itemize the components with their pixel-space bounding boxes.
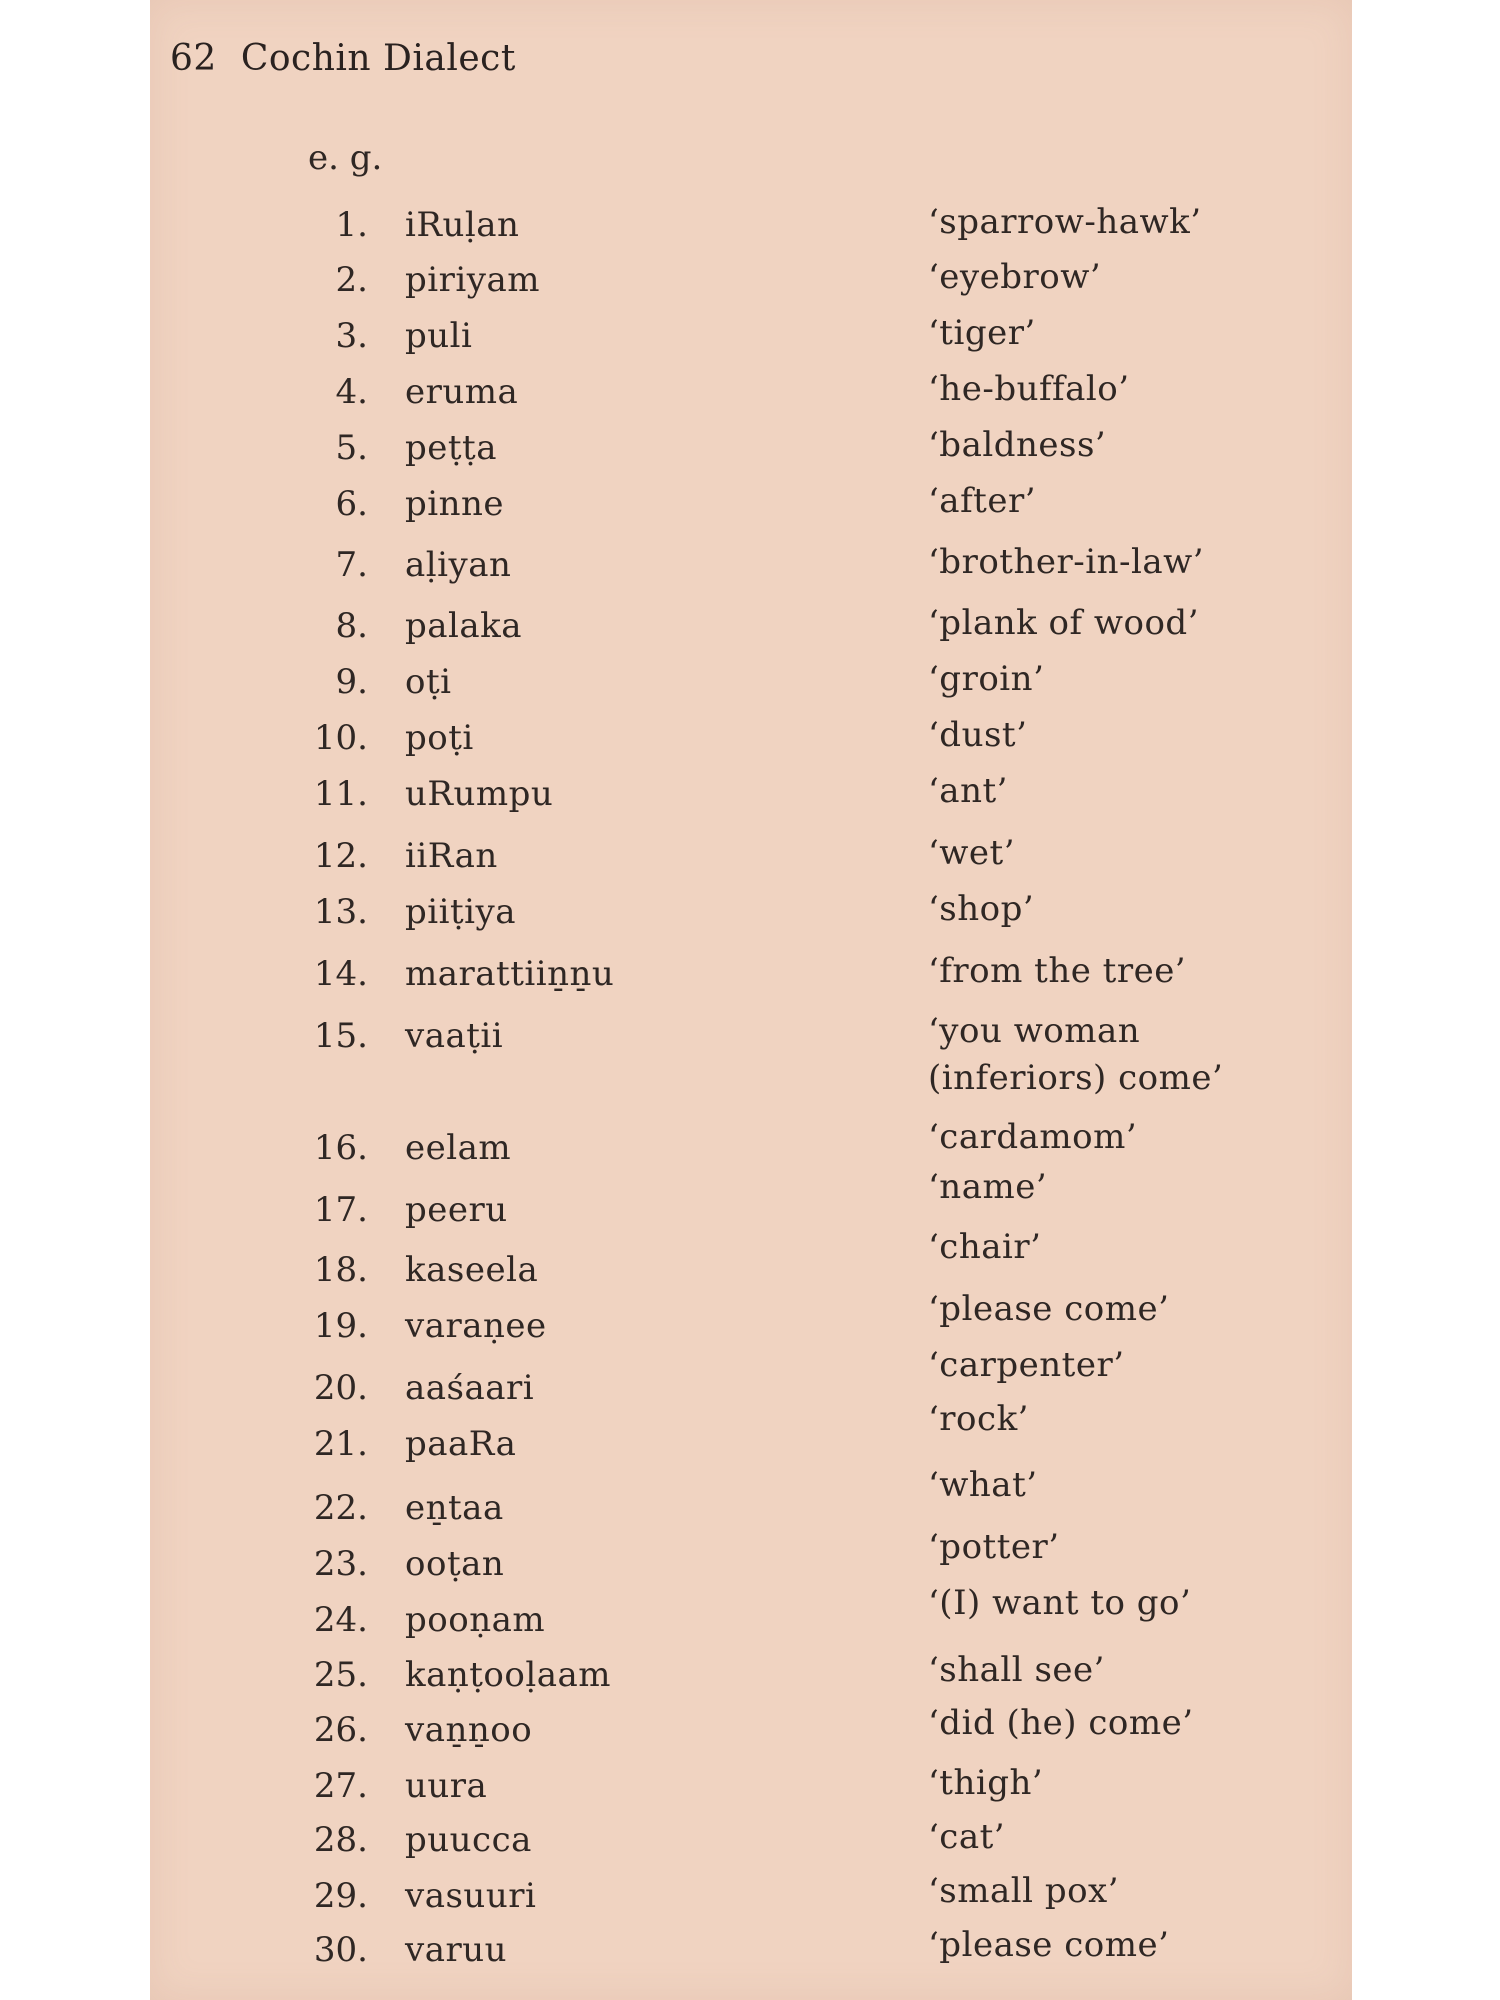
english-gloss: ‘cat’ — [928, 1817, 1006, 1857]
malayalam-word: oṭi — [405, 662, 452, 702]
item-number: 24. — [313, 1600, 368, 1640]
malayalam-word: aaśaari — [405, 1368, 535, 1408]
malayalam-word: poṭi — [405, 718, 474, 758]
item-number: 5. — [335, 428, 368, 468]
english-gloss: ‘name’ — [928, 1167, 1048, 1207]
malayalam-word: peeru — [405, 1190, 508, 1230]
malayalam-word: varaṇee — [405, 1306, 547, 1346]
item-number: 20. — [313, 1368, 368, 1408]
item-number: 17. — [313, 1190, 368, 1230]
malayalam-word: piriyam — [405, 260, 540, 300]
item-number: 26. — [313, 1710, 368, 1750]
malayalam-word: piiṭiya — [405, 892, 517, 932]
malayalam-word: palaka — [405, 606, 523, 646]
english-gloss: ‘ant’ — [928, 771, 1008, 811]
item-number: 14. — [313, 954, 368, 994]
malayalam-word: kaṇṭooḷaam — [405, 1655, 612, 1695]
malayalam-word: pinne — [405, 484, 505, 524]
item-number: 28. — [313, 1820, 368, 1860]
english-gloss: ‘dust’ — [928, 715, 1028, 755]
malayalam-word: uura — [405, 1766, 488, 1806]
malayalam-word: iiRan — [405, 836, 498, 876]
item-number: 7. — [335, 545, 368, 585]
malayalam-word: vasuuri — [405, 1876, 537, 1916]
english-gloss: ‘groin’ — [928, 659, 1045, 699]
malayalam-word: paaRa — [405, 1424, 517, 1464]
english-gloss: ‘small pox’ — [928, 1871, 1120, 1911]
malayalam-word: uRumpu — [405, 774, 554, 814]
english-gloss: ‘carpenter’ — [928, 1345, 1125, 1385]
english-gloss: ‘please come’ — [928, 1925, 1170, 1965]
item-number: 23. — [313, 1544, 368, 1584]
item-number: 29. — [313, 1876, 368, 1916]
page-number: 62 — [170, 38, 217, 79]
malayalam-word: pooṇam — [405, 1600, 546, 1640]
item-number: 19. — [313, 1306, 368, 1346]
malayalam-word: marattiin̠n̠u — [405, 954, 615, 994]
english-gloss: ‘after’ — [928, 481, 1037, 521]
malayalam-word: eelam — [405, 1128, 512, 1168]
english-gloss: ‘wet’ — [928, 833, 1016, 873]
item-number: 25. — [313, 1655, 368, 1695]
english-gloss: ‘what’ — [928, 1465, 1038, 1505]
english-gloss: ‘chair’ — [928, 1227, 1042, 1267]
item-number: 18. — [313, 1250, 368, 1290]
english-gloss: ‘cardamom’ — [928, 1117, 1138, 1157]
item-number: 1. — [335, 205, 368, 245]
item-number: 8. — [335, 606, 368, 646]
running-title: Cochin Dialect — [240, 38, 516, 79]
english-gloss: ‘plank of wood’ — [928, 603, 1199, 643]
item-number: 11. — [313, 774, 368, 814]
english-gloss: ‘baldness’ — [928, 425, 1107, 465]
malayalam-word: eruma — [405, 372, 519, 412]
page-header — [170, 38, 516, 79]
english-gloss: ‘brother-in-law’ — [928, 542, 1205, 582]
item-number: 3. — [335, 316, 368, 356]
item-number: 13. — [313, 892, 368, 932]
english-gloss: ‘tiger’ — [928, 313, 1036, 353]
malayalam-word: puucca — [405, 1820, 532, 1860]
malayalam-word: vaaṭii — [405, 1016, 504, 1056]
english-gloss: ‘he-buffalo’ — [928, 369, 1130, 409]
english-gloss: ‘please come’ — [928, 1289, 1170, 1329]
english-gloss: ‘shop’ — [928, 889, 1035, 929]
english-gloss: ‘eyebrow’ — [928, 257, 1102, 297]
english-gloss: ‘from the tree’ — [928, 951, 1187, 991]
english-gloss: ‘sparrow-hawk’ — [928, 202, 1202, 242]
malayalam-word: ooṭan — [405, 1544, 505, 1584]
english-gloss: ‘thigh’ — [928, 1763, 1044, 1803]
item-number: 27. — [313, 1766, 368, 1806]
item-number: 16. — [313, 1128, 368, 1168]
item-number: 22. — [313, 1488, 368, 1528]
malayalam-word: iRuḷan — [405, 205, 520, 245]
english-gloss: ‘potter’ — [928, 1527, 1060, 1567]
malayalam-word: aḷiyan — [405, 545, 512, 585]
malayalam-word: varuu — [405, 1930, 508, 1970]
item-number: 4. — [335, 372, 368, 412]
malayalam-word: van̠n̠oo — [405, 1710, 533, 1750]
item-number: 6. — [335, 484, 368, 524]
example-intro: e. g. — [308, 138, 383, 178]
english-gloss: ‘you woman (inferiors) come’ — [928, 1011, 1224, 1098]
malayalam-word: puli — [405, 316, 473, 356]
malayalam-word: en̠taa — [405, 1488, 504, 1528]
item-number: 30. — [313, 1930, 368, 1970]
english-gloss: ‘rock’ — [928, 1399, 1029, 1439]
malayalam-word: kaseela — [405, 1250, 539, 1290]
item-number: 9. — [335, 662, 368, 702]
malayalam-word: peṭṭa — [405, 428, 497, 468]
english-gloss: ‘shall see’ — [928, 1650, 1105, 1690]
english-gloss: ‘(I) want to go’ — [928, 1583, 1192, 1623]
item-number: 12. — [313, 836, 368, 876]
item-number: 21. — [313, 1424, 368, 1464]
item-number: 15. — [313, 1016, 368, 1056]
item-number: 10. — [313, 718, 368, 758]
english-gloss: ‘did (he) come’ — [928, 1703, 1194, 1743]
item-number: 2. — [335, 260, 368, 300]
